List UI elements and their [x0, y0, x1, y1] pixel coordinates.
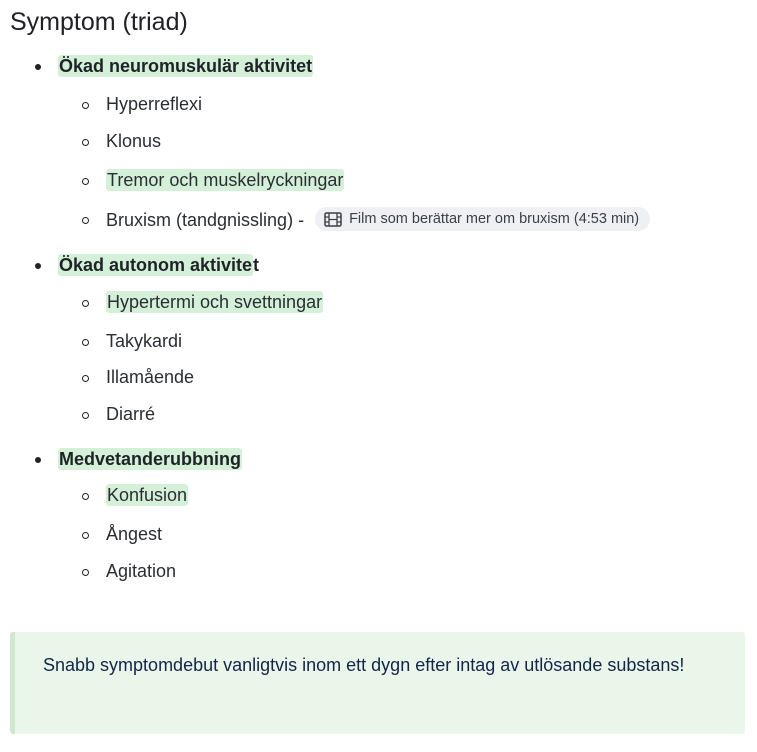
list-item-label: Takykardi [106, 331, 183, 351]
film-icon [324, 212, 342, 227]
list-item [0, 292, 757, 318]
list-item [0, 404, 757, 430]
film-link-label[interactable]: Film som berättar mer om bruxism (4:53 min) [349, 211, 640, 227]
list-item [0, 367, 757, 393]
list-item [0, 485, 757, 511]
group-label: Medvetanderubbning [59, 449, 242, 469]
circle-bullet-icon [82, 217, 89, 224]
circle-bullet-icon [82, 493, 89, 500]
circle-bullet-icon [82, 569, 89, 576]
list-item [0, 561, 757, 587]
bruxism-film-link[interactable] [315, 207, 650, 231]
bullet-icon [35, 457, 41, 463]
circle-bullet-icon [82, 139, 89, 146]
group-label: Ökad neuromuskulär aktivitet [59, 56, 313, 76]
section-title: Symptom (triad) [10, 8, 188, 36]
list-item [0, 131, 757, 157]
group-label: Ökad autonom aktivitet [59, 255, 260, 275]
list-item [0, 170, 757, 196]
list-item-label: Illamående [106, 367, 195, 387]
list-item-label: Hypertermi och svettningar [107, 292, 323, 312]
circle-bullet-icon [82, 339, 89, 346]
list-item [0, 209, 757, 235]
circle-bullet-icon [82, 178, 89, 185]
list-item-label: Ångest [106, 524, 163, 544]
bullet-icon [35, 263, 41, 269]
bullet-icon [35, 64, 41, 70]
circle-bullet-icon [82, 300, 89, 307]
list-item-label: Hyperreflexi [106, 94, 203, 114]
list-item-label: Agitation [106, 561, 177, 581]
list-item-label: Konfusion [107, 485, 188, 505]
circle-bullet-icon [82, 532, 89, 539]
list-item-label: Klonus [106, 131, 162, 151]
info-callout [10, 632, 745, 734]
callout-text: Snabb symptomdebut vanligtvis inom ett dygn efter intag av utlösande substans! [43, 655, 685, 675]
circle-bullet-icon [82, 375, 89, 382]
list-item-label: Bruxism (tandgnissling) - Film som berättar mer om bruxism (4:53 min) [106, 209, 650, 233]
list-item [0, 94, 757, 120]
list-item-label: Diarré [106, 404, 156, 424]
circle-bullet-icon [82, 412, 89, 419]
circle-bullet-icon [82, 102, 89, 109]
list-item [0, 524, 757, 550]
list-item-label: Tremor och muskelryckningar [107, 170, 344, 190]
list-item [0, 331, 757, 357]
